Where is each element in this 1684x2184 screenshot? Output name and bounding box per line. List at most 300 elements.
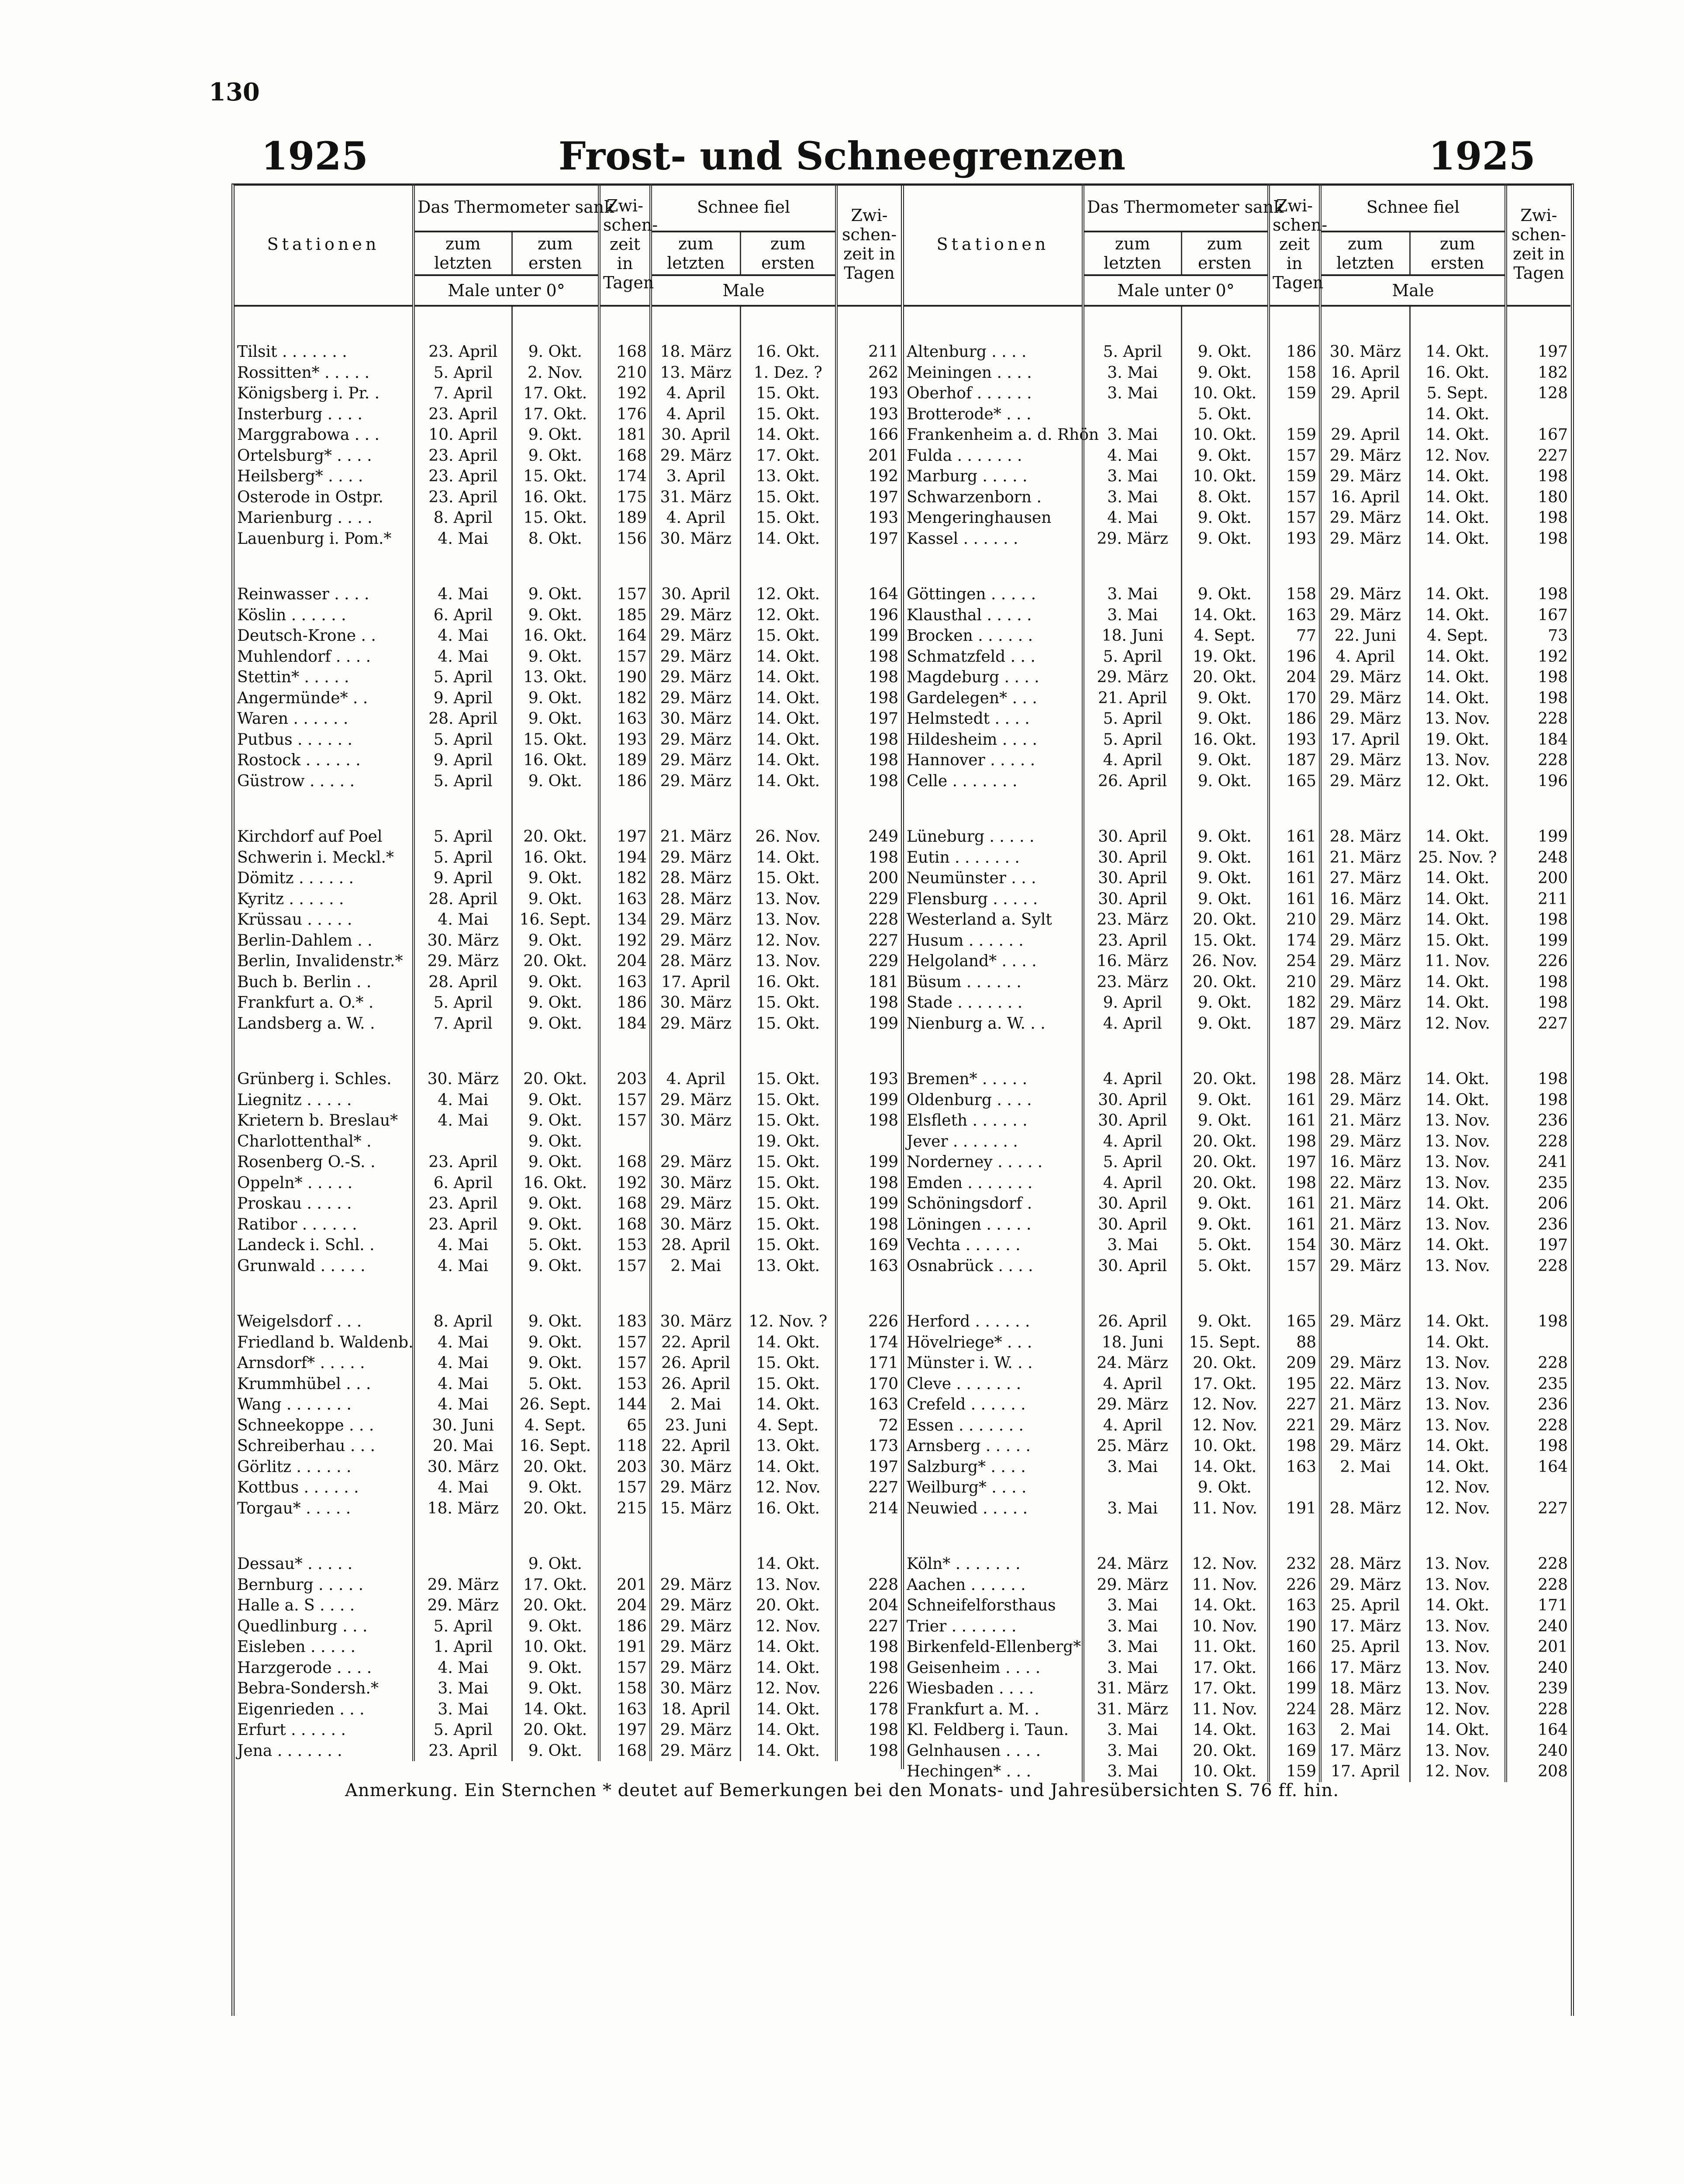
station-name: Kottbus . . . . . . (237, 1479, 359, 1496)
table-row (235, 889, 901, 910)
thermo-first: 15. Okt. (512, 466, 599, 487)
snow-first: 15. Okt. (740, 508, 836, 529)
thermo-interval: 118 (599, 1436, 651, 1457)
thermo-last (414, 1554, 512, 1575)
station-name: Krietern b. Breslau* (237, 1112, 398, 1130)
snow-interval: 201 (1506, 1637, 1570, 1658)
spacer-cell (414, 1276, 512, 1311)
station-name: Arnsberg . . . . . (907, 1437, 1031, 1455)
spacer-cell (235, 1276, 414, 1311)
thermo-first: 9. Okt. (1181, 1193, 1269, 1214)
snow-interval: 211 (836, 342, 901, 363)
spacer-cell (1181, 791, 1269, 826)
thermo-last: 18. Juni (1083, 1332, 1181, 1353)
snow-first: 12. Nov. (740, 930, 836, 951)
snow-first: 13. Nov. (1410, 1394, 1506, 1415)
station-name: Altenburg . . . . (907, 343, 1027, 361)
snow-first: 14. Okt. (1410, 1090, 1506, 1111)
col-thermo-ersten: zum ersten (512, 232, 599, 275)
snow-first: 14. Okt. (740, 708, 836, 729)
snow-last: 17. März (1320, 1616, 1410, 1637)
table-row (904, 1678, 1570, 1699)
thermo-first: 9. Okt. (1181, 584, 1269, 605)
thermo-last (1083, 404, 1181, 425)
spacer-cell (1410, 549, 1506, 584)
thermo-interval: 182 (599, 868, 651, 889)
snow-first: 15. Okt. (740, 1110, 836, 1131)
thermo-interval: 157 (599, 1658, 651, 1679)
thermo-interval: 165 (1269, 771, 1320, 792)
snow-interval: 235 (1506, 1374, 1570, 1395)
thermo-last: 30. April (1083, 847, 1181, 868)
col-zwischenzeit-schnee: Zwi-schen-zeit in Tagen (1506, 183, 1570, 306)
table-row (235, 688, 901, 709)
thermo-last: 31. März (1083, 1699, 1181, 1720)
table-row (904, 1235, 1570, 1256)
thermo-interval: 157 (599, 584, 651, 605)
snow-interval: 228 (1506, 1353, 1570, 1374)
snow-interval: 201 (836, 446, 901, 467)
snow-interval: 236 (1506, 1214, 1570, 1235)
thermo-last: 3. Mai (1083, 1457, 1181, 1478)
spacer-cell (599, 791, 651, 826)
snow-last: 29. März (1320, 1353, 1410, 1374)
snow-last: 29. März (1320, 1131, 1410, 1152)
table-row (904, 1090, 1570, 1111)
snow-first: 13. Nov. (1410, 1214, 1506, 1235)
spacer-cell (1269, 306, 1320, 342)
col-male-unter: Male unter 0° (414, 275, 599, 306)
thermo-last: 8. April (414, 508, 512, 529)
station-name: Eigenrieden . . . (237, 1700, 365, 1718)
snow-first: 14. Okt. (740, 1457, 836, 1478)
station-name: Tilsit . . . . . . . (237, 343, 347, 361)
station-name: Meiningen . . . . (907, 363, 1032, 382)
snow-interval: 198 (836, 992, 901, 1013)
snow-last: 16. März (1320, 889, 1410, 910)
snow-last: 29. März (651, 688, 740, 709)
thermo-first: 10. Okt. (1181, 383, 1269, 404)
table-row (904, 342, 1570, 363)
snow-interval: 169 (836, 1235, 901, 1256)
spacer-cell (1083, 549, 1181, 584)
station-name: Aachen . . . . . . (907, 1576, 1026, 1594)
thermo-first: 9. Okt. (1181, 992, 1269, 1013)
spacer-cell (904, 306, 1083, 342)
thermo-interval: 210 (1269, 909, 1320, 930)
thermo-first: 16. Okt. (1181, 729, 1269, 750)
station-name: Hechingen* . . . (907, 1762, 1031, 1780)
snow-last: 4. April (1320, 646, 1410, 667)
thermo-first: 8. Okt. (1181, 487, 1269, 508)
table-row (904, 363, 1570, 384)
spacer-cell (512, 1519, 599, 1554)
snow-first: 16. Okt. (740, 342, 836, 363)
spacer-cell (1506, 549, 1570, 584)
thermo-first: 9. Okt. (1181, 889, 1269, 910)
snow-first: 14. Okt. (740, 1741, 836, 1762)
station-name: Jever . . . . . . . (907, 1132, 1018, 1151)
thermo-interval: 144 (599, 1394, 651, 1415)
thermo-first: 9. Okt. (1181, 508, 1269, 529)
snow-interval: 226 (836, 1311, 901, 1332)
snow-interval: 236 (1506, 1110, 1570, 1131)
station-name: Stettin* . . . . . (237, 668, 349, 686)
thermo-interval: 159 (1269, 466, 1320, 487)
thermo-first: 11. Nov. (1181, 1575, 1269, 1596)
snow-interval: 200 (1506, 868, 1570, 889)
thermo-first: 17. Okt. (512, 404, 599, 425)
table-row (904, 1173, 1570, 1194)
station-name: Nienburg a. W. . . (907, 1014, 1046, 1033)
snow-first: 14. Okt. (1410, 909, 1506, 930)
thermo-last: 28. April (414, 889, 512, 910)
station-name: Charlottenthal* . (237, 1132, 372, 1151)
table-row (235, 992, 901, 1013)
snow-interval: 198 (836, 1658, 901, 1679)
thermo-first: 20. Okt. (1181, 972, 1269, 993)
snow-first: 14. Okt. (1410, 667, 1506, 688)
table-row (235, 584, 901, 605)
snow-first: 14. Okt. (740, 1637, 836, 1658)
snow-interval: 198 (836, 1637, 901, 1658)
thermo-first: 17. Okt. (512, 1575, 599, 1596)
snow-last: 28. März (1320, 1069, 1410, 1090)
thermo-interval: 210 (599, 363, 651, 384)
snow-last: 29. März (1320, 1013, 1410, 1034)
spacer-cell (414, 549, 512, 584)
thermo-first: 20. Okt. (512, 1595, 599, 1616)
snow-last: 29. März (651, 605, 740, 626)
table-row (235, 729, 901, 750)
station-name: Ratibor . . . . . . (237, 1215, 357, 1234)
spacer-cell (235, 1519, 414, 1554)
spacer-cell (1269, 791, 1320, 826)
station-name: Lauenburg i. Pom.* (237, 529, 392, 548)
snow-first: 13. Nov. (1410, 1741, 1506, 1762)
snow-first: 15. Okt. (740, 1069, 836, 1090)
table-row (235, 1741, 901, 1762)
thermo-first: 9. Okt. (1181, 1013, 1269, 1034)
group-spacer (904, 306, 1570, 342)
snow-first: 13. Okt. (740, 466, 836, 487)
table-row (235, 930, 901, 951)
thermo-interval: 168 (599, 1214, 651, 1235)
thermo-first: 9. Okt. (512, 646, 599, 667)
thermo-interval: 161 (1269, 1090, 1320, 1111)
group-spacer (235, 306, 901, 342)
thermo-last: 5. April (414, 729, 512, 750)
station-name: Erfurt . . . . . . (237, 1721, 346, 1739)
spacer-cell (740, 1519, 836, 1554)
snow-last: 15. März (651, 1498, 740, 1519)
spacer-cell (1083, 1519, 1181, 1554)
snow-last: 17. April (651, 972, 740, 993)
table-row (904, 1256, 1570, 1277)
thermo-interval: 185 (599, 605, 651, 626)
thermo-last: 4. April (1083, 1131, 1181, 1152)
table-row (235, 708, 901, 729)
right-table-body (904, 306, 1570, 1782)
spacer-cell (1320, 1519, 1410, 1554)
thermo-first: 20. Okt. (512, 826, 599, 847)
thermo-last: 9. April (414, 868, 512, 889)
snow-interval: 192 (836, 466, 901, 487)
thermo-first: 9. Okt. (1181, 1311, 1269, 1332)
thermo-interval: 157 (1269, 508, 1320, 529)
station-name: Weilburg* . . . . (907, 1479, 1027, 1496)
thermo-last: 3. Mai (1083, 1761, 1181, 1782)
snow-first: 1. Dez. ? (740, 363, 836, 384)
table-row (904, 1152, 1570, 1173)
thermo-last: 23. April (414, 342, 512, 363)
thermo-first: 8. Okt. (512, 529, 599, 549)
thermo-interval: 193 (1269, 529, 1320, 549)
snow-first: 14. Okt. (740, 667, 836, 688)
table-row (904, 404, 1570, 425)
thermo-first: 20. Okt. (512, 1457, 599, 1478)
snow-last: 27. März (1320, 868, 1410, 889)
table-row (235, 826, 901, 847)
station-name: Münster i. W. . . (907, 1354, 1033, 1372)
thermo-interval: 221 (1269, 1415, 1320, 1436)
thermo-interval: 168 (599, 1193, 651, 1214)
snow-last: 29. März (1320, 951, 1410, 972)
station-name: Kassel . . . . . . (907, 529, 1018, 548)
snow-last: 29. März (651, 1720, 740, 1741)
thermo-interval: 163 (1269, 605, 1320, 626)
table-row (235, 1013, 901, 1034)
thermo-first: 9. Okt. (1181, 1110, 1269, 1131)
table-row (235, 951, 901, 972)
table-row (904, 605, 1570, 626)
snow-last: 22. März (1320, 1374, 1410, 1395)
table-row (904, 529, 1570, 549)
snow-last: 29. März (651, 750, 740, 771)
thermo-interval: 163 (1269, 1595, 1320, 1616)
thermo-first: 17. Okt. (1181, 1678, 1269, 1699)
thermo-first: 14. Okt. (512, 1699, 599, 1720)
table-row (235, 1436, 901, 1457)
thermo-last: 4. April (1083, 750, 1181, 771)
thermo-last: 1. April (414, 1637, 512, 1658)
right-table-half (901, 183, 1570, 1780)
snow-first: 13. Nov. (1410, 1256, 1506, 1277)
thermo-last: 4. Mai (1083, 446, 1181, 467)
thermo-interval: 157 (599, 1256, 651, 1277)
thermo-first: 20. Okt. (1181, 909, 1269, 930)
snow-interval: 192 (1506, 646, 1570, 667)
thermo-last: 5. April (1083, 708, 1181, 729)
station-name: Marggrabowa . . . (237, 426, 380, 444)
thermo-last: 3. Mai (1083, 1720, 1181, 1741)
table-row (904, 1436, 1570, 1457)
table-row (904, 771, 1570, 792)
snow-first: 14. Okt. (1410, 1720, 1506, 1741)
table-row (904, 1457, 1570, 1478)
table-row (904, 508, 1570, 529)
thermo-last: 5. April (414, 771, 512, 792)
station-name: Insterburg . . . . (237, 405, 362, 423)
snow-interval: 198 (1506, 688, 1570, 709)
snow-interval: 204 (836, 1595, 901, 1616)
thermo-interval: 157 (599, 1332, 651, 1353)
thermo-last: 5. April (1083, 646, 1181, 667)
thermo-interval: 203 (599, 1457, 651, 1478)
snow-interval: 198 (836, 688, 901, 709)
spacer-cell (414, 306, 512, 342)
table-row (235, 1575, 901, 1596)
station-name: Weigelsdorf . . . (237, 1313, 362, 1330)
table-row (235, 1173, 901, 1194)
snow-interval: 228 (1506, 1699, 1570, 1720)
thermo-interval: 186 (599, 992, 651, 1013)
thermo-first: 9. Okt. (512, 771, 599, 792)
thermo-last: 3. Mai (1083, 425, 1181, 446)
station-name: Brocken . . . . . . (907, 627, 1033, 645)
snow-last: 29. März (1320, 584, 1410, 605)
snow-first: 14. Okt. (1410, 1332, 1506, 1353)
thermo-first: 9. Okt. (512, 1214, 599, 1235)
thermo-interval: 226 (1269, 1575, 1320, 1596)
snow-interval: 198 (1506, 972, 1570, 993)
thermo-first: 9. Okt. (512, 425, 599, 446)
thermo-last: 29. März (1083, 1394, 1181, 1415)
snow-last: 29. März (1320, 930, 1410, 951)
thermo-interval (599, 1554, 651, 1575)
spacer-cell (904, 1519, 1083, 1554)
station-name: Vechta . . . . . . (907, 1236, 1021, 1254)
thermo-interval: 156 (599, 529, 651, 549)
snow-interval: 199 (836, 1013, 901, 1034)
snow-last: 17. März (1320, 1658, 1410, 1679)
spacer-cell (740, 549, 836, 584)
snow-interval: 198 (1506, 508, 1570, 529)
table-row (235, 1394, 901, 1415)
station-name: Putbus . . . . . . (237, 730, 352, 749)
station-name: Torgau* . . . . . (237, 1499, 351, 1517)
table-row (235, 1110, 901, 1131)
snow-interval: 197 (836, 529, 901, 549)
station-name: Liegnitz . . . . . (237, 1091, 352, 1109)
group-spacer (904, 549, 1570, 584)
station-name: Berlin, Invalidenstr.* (237, 952, 403, 970)
thermo-last: 3. Mai (1083, 1658, 1181, 1679)
thermo-interval: 163 (599, 1699, 651, 1720)
snow-first: 16. Okt. (1410, 363, 1506, 384)
thermo-last: 23. April (1083, 930, 1181, 951)
thermo-interval: 165 (1269, 1311, 1320, 1332)
thermo-interval: 163 (599, 889, 651, 910)
snow-interval: 236 (1506, 1394, 1570, 1415)
thermo-first: 9. Okt. (1181, 529, 1269, 549)
snow-interval: 227 (1506, 1013, 1570, 1034)
thermo-last: 30. April (1083, 1193, 1181, 1214)
thermo-interval: 195 (1269, 1374, 1320, 1395)
table-row (904, 909, 1570, 930)
snow-interval: 228 (1506, 1554, 1570, 1575)
thermo-last: 3. Mai (1083, 487, 1181, 508)
spacer-cell (1269, 1276, 1320, 1311)
thermo-last: 28. April (414, 708, 512, 729)
spacer-cell (836, 791, 901, 826)
thermo-interval: 210 (1269, 972, 1320, 993)
snow-last: 29. März (651, 1152, 740, 1173)
snow-last: 29. März (1320, 1575, 1410, 1596)
thermo-first: 9. Okt. (512, 342, 599, 363)
table-row (904, 1131, 1570, 1152)
station-name: Stade . . . . . . . (907, 994, 1023, 1012)
thermo-last: 3. Mai (1083, 383, 1181, 404)
spacer-cell (599, 549, 651, 584)
snow-first: 16. Okt. (740, 1498, 836, 1519)
snow-interval: 198 (836, 667, 901, 688)
snow-last: 30. März (651, 1457, 740, 1478)
table-row (904, 1637, 1570, 1658)
spacer-cell (1410, 1519, 1506, 1554)
thermo-first: 16. Okt. (512, 487, 599, 508)
spacer-cell (651, 1519, 740, 1554)
snow-first: 12. Okt. (1410, 771, 1506, 792)
thermo-interval: 176 (599, 404, 651, 425)
spacer-cell (414, 791, 512, 826)
snow-first: 14. Okt. (740, 1699, 836, 1720)
station-name: Hildesheim . . . . (907, 730, 1037, 749)
snow-interval: 229 (836, 951, 901, 972)
station-name: Frankfurt a. M. . (907, 1700, 1039, 1718)
thermo-last: 18. Juni (1083, 625, 1181, 646)
thermo-interval: 158 (599, 1678, 651, 1699)
thermo-first: 5. Okt. (1181, 404, 1269, 425)
snow-interval: 198 (1506, 1069, 1570, 1090)
spacer-cell (1410, 1276, 1506, 1311)
thermo-first: 16. Sept. (512, 909, 599, 930)
thermo-first: 9. Okt. (512, 930, 599, 951)
thermo-first: 15. Sept. (1181, 1332, 1269, 1353)
thermo-last: 4. April (1083, 1069, 1181, 1090)
snow-interval: 198 (1506, 909, 1570, 930)
snow-interval: 229 (836, 889, 901, 910)
snow-interval (836, 1554, 901, 1575)
thermo-last: 30. März (414, 1069, 512, 1090)
spacer-cell (651, 549, 740, 584)
station-name: Oldenburg . . . . (907, 1091, 1032, 1109)
snow-last: 29. März (651, 729, 740, 750)
group-spacer (235, 791, 901, 826)
table-row (235, 466, 901, 487)
table-row (235, 625, 901, 646)
snow-interval: 198 (836, 1720, 901, 1741)
snow-first: 14. Okt. (1410, 868, 1506, 889)
snow-first: 13. Nov. (1410, 1637, 1506, 1658)
thermo-first: 10. Okt. (1181, 1436, 1269, 1457)
snow-interval: 228 (836, 909, 901, 930)
snow-first: 19. Okt. (1410, 729, 1506, 750)
station-name: Gardelegen* . . . (907, 689, 1037, 707)
station-name: Lüneburg . . . . . (907, 828, 1035, 846)
snow-interval: 173 (836, 1436, 901, 1457)
spacer-cell (512, 1034, 599, 1069)
thermo-interval: 175 (599, 487, 651, 508)
station-name: Quedlinburg . . . (237, 1617, 368, 1635)
table-row (904, 1616, 1570, 1637)
snow-last: 22. März (1320, 1173, 1410, 1194)
thermo-first: 2. Nov. (512, 363, 599, 384)
thermo-first: 5. Okt. (1181, 1235, 1269, 1256)
thermo-last: 5. April (414, 363, 512, 384)
snow-last: 30. März (651, 529, 740, 549)
snow-last: 29. März (651, 667, 740, 688)
